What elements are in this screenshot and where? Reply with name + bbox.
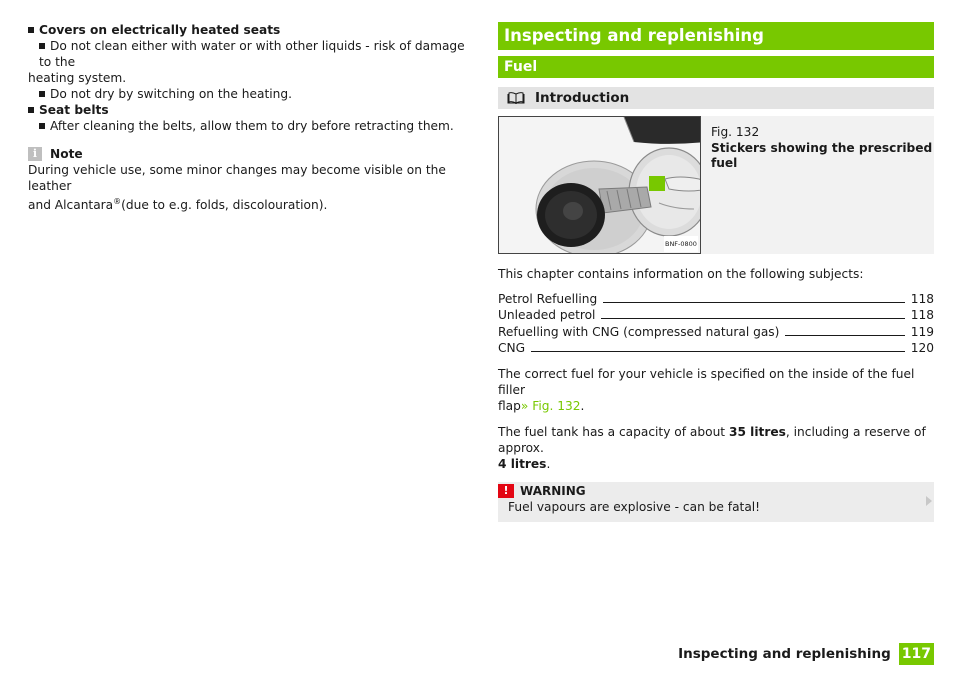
- toc-title: Refuelling with CNG (compressed natural gas): [498, 324, 780, 339]
- warning-heading: [498, 482, 934, 499]
- chapter-heading: Inspecting and replenishing: [498, 22, 934, 50]
- toc-leader: [785, 335, 904, 336]
- toc-leader: [603, 302, 905, 303]
- bullet-square-icon: [28, 27, 34, 33]
- fuel-spec-paragraph: The correct fuel for your vehicle is specified on the inside of the fuel filler flap» Fig. 132.: [498, 367, 915, 413]
- info-icon: i: [28, 147, 42, 161]
- subsection-title: Introduction: [535, 90, 630, 106]
- continue-arrow-icon: [926, 496, 932, 506]
- toc-title: Petrol Refuelling: [498, 291, 598, 306]
- figure-number: Fig. 132: [710, 125, 760, 139]
- sub-bullet-text: Do not dry by switching on the heating.: [50, 87, 292, 101]
- book-icon: [507, 92, 525, 104]
- sub-bullet-text: After cleaning the belts, allow them to dry before retracting them.: [50, 119, 454, 133]
- bullet-item-seat-belts: [28, 102, 472, 118]
- footer-title: Inspecting and replenishing: [678, 646, 891, 662]
- figure-code: BNF-0800: [664, 236, 698, 252]
- figure-caption-text: Stickers showing the prescribed fuel: [710, 140, 933, 170]
- tank-capacity-paragraph: The fuel tank has a capacity of about 35 litres, including a reserve of approx. 4 litres.: [498, 425, 926, 471]
- toc-page: 120: [910, 341, 934, 355]
- toc-row[interactable]: [498, 290, 934, 307]
- bullet-square-icon: [39, 123, 45, 129]
- warning-icon: !: [498, 484, 514, 498]
- bullet-item-heated-seats: [28, 22, 472, 38]
- figure-caption: [701, 116, 934, 254]
- toc-row[interactable]: [498, 323, 934, 340]
- toc-page: 119: [910, 324, 934, 339]
- bullet-square-icon: [39, 43, 45, 49]
- page-number: 117: [899, 643, 934, 665]
- sub-bullet: [28, 38, 472, 70]
- toc-list: [498, 290, 934, 356]
- note-heading: [28, 146, 472, 162]
- figure-link[interactable]: » Fig. 132: [520, 399, 581, 413]
- bullet-square-icon: [39, 91, 45, 97]
- toc-leader: [601, 318, 904, 319]
- figure-block: [498, 116, 934, 254]
- fuel-filler-flap-image: [498, 116, 701, 254]
- page-footer: [678, 643, 934, 665]
- sub-bullet-continuation: heating system.: [28, 71, 127, 85]
- registered-mark: ®: [113, 197, 122, 206]
- right-column: [498, 22, 934, 522]
- bullet-title: Covers on electrically heated seats: [39, 23, 281, 37]
- bullet-square-icon: [28, 107, 34, 113]
- warning-text: Fuel vapours are explosive - can be fatal!: [508, 500, 761, 514]
- note-text: During vehicle use, some minor changes may become visible on the leather and Alcantara®(due to e.g. folds, discolouration).: [28, 163, 446, 213]
- sub-bullet-text: Do not clean either with water or with other liquids - risk of damage to the: [39, 39, 465, 69]
- fuel-flap-illustration: [499, 117, 701, 254]
- subsection-heading: [498, 87, 934, 109]
- toc-leader: [531, 351, 905, 352]
- bullet-title: Seat belts: [39, 103, 109, 117]
- left-column: [28, 22, 472, 213]
- toc-title: CNG: [498, 341, 526, 355]
- intro-text: This chapter contains information on the following subjects:: [498, 267, 864, 281]
- section-heading: Fuel: [498, 56, 934, 78]
- toc-row[interactable]: [498, 340, 934, 357]
- toc-page: 118: [910, 308, 934, 322]
- sub-bullet: [28, 86, 472, 102]
- note-label: Note: [50, 147, 83, 161]
- sub-bullet: [28, 118, 472, 134]
- toc-page: 118: [910, 291, 934, 306]
- toc-row[interactable]: [498, 307, 934, 324]
- warning-box: [498, 482, 934, 522]
- toc-title: Unleaded petrol: [498, 308, 596, 322]
- warning-title: WARNING: [520, 483, 586, 498]
